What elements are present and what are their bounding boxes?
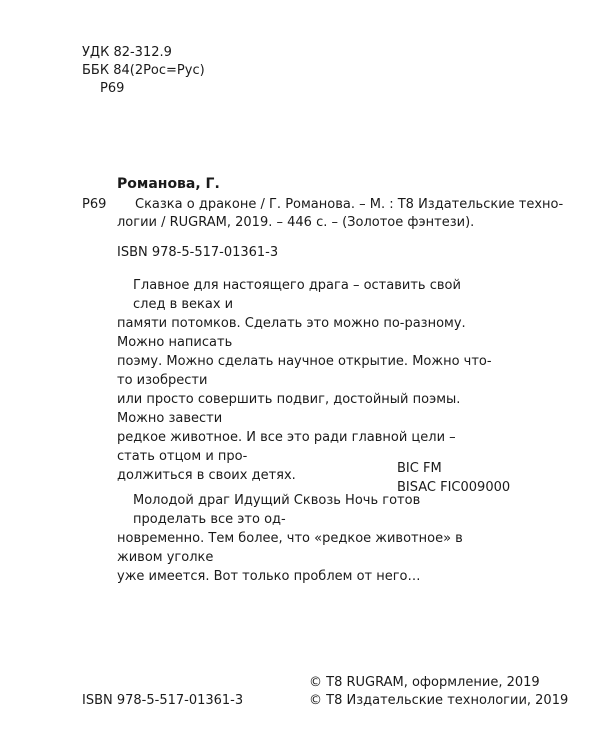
annotation-line: или просто совершить подвиг, достойный поэмы. Можно завести [117,392,461,426]
annotation-line: должиться в своих детях. [117,468,296,483]
annotation-line: Главное для настоящего драга – оставить свой след в веках и [133,278,461,312]
annotation-line: новременно. Тем более, что «редкое животное» в живом уголке [117,531,463,565]
bibliographic-description-line1: Сказка о драконе / Г. Романова. – М. : Т8 Издательские техно- [135,197,564,212]
record-isbn: ISBN 978-5-517-01361-3 [117,245,279,260]
udk-code: УДК 82-312.9 [82,45,172,60]
bibliographic-description-line2: логии / RUGRAM, 2019. – 446 с. – (Золотое фэнтези). [117,215,475,230]
copyright-publisher: © Т8 Издательские технологии, 2019 [309,693,569,708]
author-mark: Р69 [82,197,107,212]
author-mark-top: Р69 [100,81,125,96]
bic-code: BIC FM [397,461,442,476]
annotation [117,276,497,586]
annotation-line: Молодой драг Идущий Сквозь Ночь готов проделать все это од- [133,493,421,527]
author-heading: Романова, Г. [117,176,220,192]
bbk-code: ББК 84(2Рос=Рус) [82,63,205,78]
footer-isbn: ISBN 978-5-517-01361-3 [82,693,244,708]
annotation-line: уже имеется. Вот только проблем от него… [117,569,421,584]
annotation-line: редкое животное. И все это ради главной цели – стать отцом и про- [117,430,456,464]
copyright-design: © Т8 RUGRAM, оформление, 2019 [309,675,540,690]
annotation-line: памяти потомков. Сделать это можно по-разному. Можно написать [117,316,466,350]
bisac-code: BISAC FIC009000 [397,480,511,495]
annotation-line: поэму. Можно сделать научное открытие. Можно что-то изобрести [117,354,492,388]
